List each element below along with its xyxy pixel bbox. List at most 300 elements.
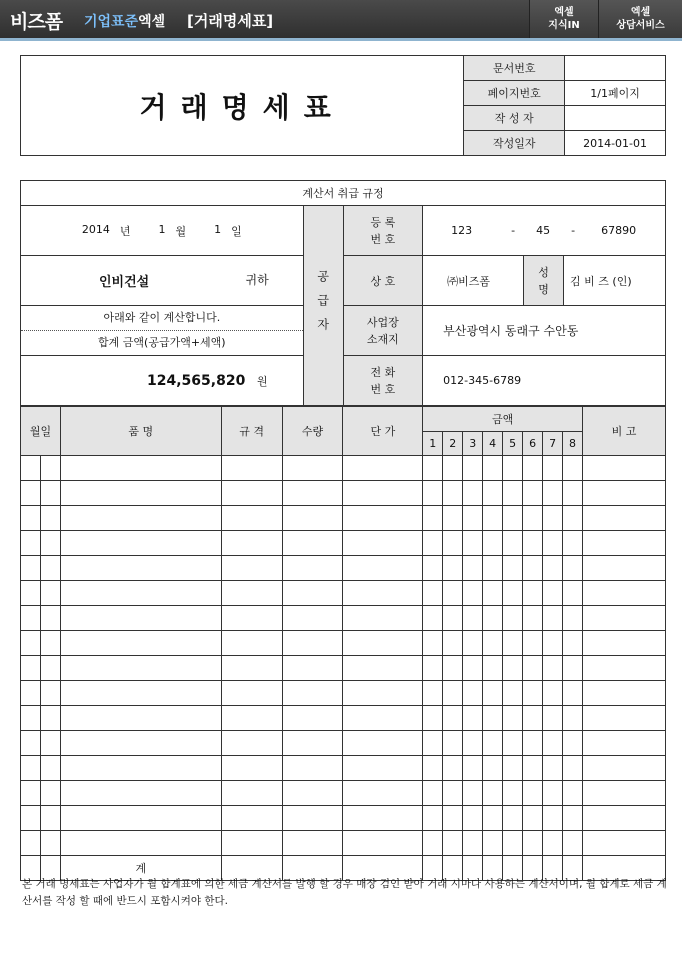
table-cell[interactable]	[583, 806, 666, 831]
table-cell[interactable]	[343, 531, 423, 556]
table-cell[interactable]	[523, 531, 543, 556]
table-cell[interactable]	[60, 681, 221, 706]
table-cell[interactable]	[282, 781, 343, 806]
table-cell[interactable]	[443, 681, 463, 706]
table-cell[interactable]	[523, 831, 543, 856]
table-cell[interactable]	[483, 681, 503, 706]
table-cell[interactable]	[21, 456, 41, 481]
table-cell[interactable]	[583, 706, 666, 731]
table-cell[interactable]	[583, 656, 666, 681]
table-cell[interactable]	[282, 481, 343, 506]
table-cell[interactable]	[463, 656, 483, 681]
table-cell[interactable]	[423, 506, 443, 531]
table-cell[interactable]	[343, 731, 423, 756]
table-cell[interactable]	[221, 681, 282, 706]
customer-cell[interactable]	[21, 256, 304, 306]
table-cell[interactable]	[563, 781, 583, 806]
col-qty: 수량	[282, 407, 343, 456]
table-cell[interactable]	[563, 481, 583, 506]
table-cell[interactable]	[523, 731, 543, 756]
table-cell[interactable]	[60, 531, 221, 556]
phone-value[interactable]: 012-345-6789	[423, 356, 666, 406]
table-cell[interactable]	[423, 731, 443, 756]
table-cell[interactable]	[463, 681, 483, 706]
table-cell[interactable]	[523, 606, 543, 631]
table-cell[interactable]	[443, 806, 463, 831]
table-cell[interactable]	[40, 581, 60, 606]
table-cell[interactable]	[503, 681, 523, 706]
table-cell[interactable]	[221, 631, 282, 656]
table-cell[interactable]	[282, 531, 343, 556]
col-note: 비 고	[583, 407, 666, 456]
col-item-name: 품 명	[60, 407, 221, 456]
table-cell[interactable]	[523, 481, 543, 506]
table-cell[interactable]	[40, 831, 60, 856]
table-cell[interactable]	[40, 681, 60, 706]
address-value[interactable]: 부산광역시 동래구 수안동	[423, 306, 666, 356]
table-cell[interactable]	[503, 531, 523, 556]
table-cell[interactable]	[583, 631, 666, 656]
table-cell[interactable]	[21, 531, 41, 556]
table-cell[interactable]	[21, 806, 41, 831]
table-cell[interactable]	[21, 581, 41, 606]
table-cell[interactable]	[423, 531, 443, 556]
table-cell[interactable]	[343, 756, 423, 781]
table-cell[interactable]	[40, 481, 60, 506]
table-cell[interactable]	[503, 706, 523, 731]
table-row	[21, 581, 666, 606]
table-cell[interactable]	[563, 531, 583, 556]
table-cell[interactable]	[483, 456, 503, 481]
table-cell[interactable]	[282, 831, 343, 856]
page-number-label: 페이지번호	[464, 81, 565, 106]
table-cell[interactable]	[563, 506, 583, 531]
table-cell[interactable]	[443, 556, 463, 581]
info-table	[20, 180, 666, 406]
table-cell[interactable]	[483, 481, 503, 506]
table-cell[interactable]	[282, 456, 343, 481]
table-cell[interactable]	[543, 456, 563, 481]
table-cell[interactable]	[423, 681, 443, 706]
table-cell[interactable]	[543, 831, 563, 856]
table-row	[21, 631, 666, 656]
table-cell[interactable]	[543, 681, 563, 706]
table-cell[interactable]	[221, 781, 282, 806]
table-cell[interactable]	[221, 556, 282, 581]
table-cell[interactable]	[221, 831, 282, 856]
table-cell[interactable]	[221, 481, 282, 506]
table-cell[interactable]	[40, 531, 60, 556]
table-cell[interactable]	[60, 656, 221, 681]
table-cell[interactable]	[543, 506, 563, 531]
table-row	[21, 481, 666, 506]
table-cell[interactable]	[483, 531, 503, 556]
table-row	[21, 756, 666, 781]
table-row	[21, 781, 666, 806]
table-cell[interactable]	[523, 756, 543, 781]
table-cell[interactable]	[343, 506, 423, 531]
company-value[interactable]: ㈜비즈폼	[423, 256, 524, 306]
table-cell[interactable]	[343, 781, 423, 806]
table-cell[interactable]	[543, 631, 563, 656]
page-title: 거래명세표	[21, 56, 464, 156]
table-cell[interactable]	[463, 831, 483, 856]
table-cell[interactable]	[523, 706, 543, 731]
table-cell[interactable]	[503, 656, 523, 681]
table-cell[interactable]	[282, 756, 343, 781]
table-cell[interactable]	[463, 631, 483, 656]
table-cell[interactable]	[543, 556, 563, 581]
reg-number-value[interactable]	[423, 206, 666, 256]
table-cell[interactable]	[443, 506, 463, 531]
table-cell[interactable]	[543, 531, 563, 556]
table-cell[interactable]	[583, 506, 666, 531]
table-cell[interactable]	[563, 556, 583, 581]
table-cell[interactable]	[503, 456, 523, 481]
table-cell[interactable]	[563, 606, 583, 631]
table-cell[interactable]	[463, 606, 483, 631]
table-cell[interactable]	[21, 556, 41, 581]
table-cell[interactable]	[60, 756, 221, 781]
table-cell[interactable]	[21, 706, 41, 731]
reg-number-dash2: -	[571, 224, 576, 237]
table-cell[interactable]	[40, 506, 60, 531]
table-cell[interactable]	[583, 681, 666, 706]
table-cell[interactable]	[443, 731, 463, 756]
table-cell[interactable]	[563, 656, 583, 681]
table-cell[interactable]	[60, 631, 221, 656]
table-cell[interactable]	[463, 731, 483, 756]
table-cell[interactable]	[463, 781, 483, 806]
table-cell[interactable]	[221, 731, 282, 756]
table-row	[21, 531, 666, 556]
table-cell[interactable]	[443, 456, 463, 481]
total-label: 계	[60, 856, 221, 881]
table-cell[interactable]	[583, 606, 666, 631]
table-cell[interactable]	[343, 631, 423, 656]
table-cell[interactable]	[282, 631, 343, 656]
table-cell[interactable]	[282, 656, 343, 681]
table-cell[interactable]	[563, 806, 583, 831]
table-cell[interactable]	[463, 531, 483, 556]
table-cell[interactable]	[563, 706, 583, 731]
table-cell[interactable]	[282, 681, 343, 706]
table-cell[interactable]	[503, 556, 523, 581]
table-cell[interactable]	[423, 481, 443, 506]
table-cell[interactable]	[282, 731, 343, 756]
table-cell[interactable]	[40, 806, 60, 831]
table-cell[interactable]	[443, 756, 463, 781]
table-cell[interactable]	[463, 581, 483, 606]
address-label-1: 사업장	[366, 315, 399, 329]
table-cell[interactable]	[443, 831, 463, 856]
table-cell[interactable]	[60, 506, 221, 531]
table-cell[interactable]	[282, 581, 343, 606]
reg-number-label	[343, 206, 423, 256]
table-cell[interactable]	[503, 581, 523, 606]
table-cell[interactable]	[443, 706, 463, 731]
table-cell[interactable]	[343, 681, 423, 706]
table-cell[interactable]	[282, 506, 343, 531]
table-cell[interactable]	[21, 731, 41, 756]
table-cell[interactable]	[423, 456, 443, 481]
table-cell[interactable]	[583, 456, 666, 481]
table-cell[interactable]	[543, 581, 563, 606]
table-cell[interactable]	[423, 581, 443, 606]
issue-date[interactable]	[21, 206, 304, 256]
table-cell[interactable]	[563, 456, 583, 481]
table-cell[interactable]	[503, 506, 523, 531]
table-cell[interactable]	[282, 556, 343, 581]
issue-month-unit: 월	[175, 224, 187, 238]
table-cell[interactable]	[483, 581, 503, 606]
table-cell[interactable]	[343, 481, 423, 506]
table-cell[interactable]	[523, 656, 543, 681]
doc-number-value[interactable]	[565, 56, 666, 81]
total-amount-cell[interactable]	[21, 356, 304, 406]
table-cell[interactable]	[40, 756, 60, 781]
issue-month: 1	[158, 222, 166, 236]
table-cell[interactable]	[483, 781, 503, 806]
table-cell[interactable]	[21, 631, 41, 656]
logo[interactable]: 비즈폼	[10, 11, 63, 33]
excel-knowledge-line2: 지식IN	[548, 20, 580, 31]
table-cell[interactable]	[423, 556, 443, 581]
table-cell[interactable]	[60, 781, 221, 806]
table-cell[interactable]	[523, 581, 543, 606]
table-cell[interactable]	[483, 831, 503, 856]
address-label-2: 소재지	[366, 332, 399, 346]
table-cell[interactable]	[423, 781, 443, 806]
table-cell[interactable]	[523, 506, 543, 531]
table-cell[interactable]	[583, 731, 666, 756]
table-cell[interactable]	[483, 506, 503, 531]
table-row	[21, 506, 666, 531]
table-cell[interactable]	[483, 756, 503, 781]
table-cell[interactable]	[343, 656, 423, 681]
table-cell[interactable]	[463, 481, 483, 506]
table-cell[interactable]	[543, 706, 563, 731]
table-cell[interactable]	[563, 731, 583, 756]
amount-digit-header: 7	[543, 432, 563, 456]
supplier-label: 공급자	[303, 206, 343, 406]
table-cell[interactable]	[543, 731, 563, 756]
table-cell[interactable]	[221, 656, 282, 681]
table-cell[interactable]	[221, 506, 282, 531]
table-cell[interactable]	[463, 456, 483, 481]
representative-name[interactable]: 김 비 즈 (인)	[564, 256, 666, 306]
table-cell[interactable]	[523, 631, 543, 656]
table-cell[interactable]	[483, 806, 503, 831]
table-cell[interactable]	[503, 831, 523, 856]
table-cell[interactable]	[423, 831, 443, 856]
table-cell[interactable]	[423, 631, 443, 656]
excel-knowledge-button[interactable]	[529, 0, 598, 38]
table-cell[interactable]	[523, 456, 543, 481]
reg-number-label-1: 등 록	[370, 215, 396, 229]
table-cell[interactable]	[523, 556, 543, 581]
table-cell[interactable]	[423, 706, 443, 731]
table-cell[interactable]	[60, 831, 221, 856]
table-cell[interactable]	[21, 481, 41, 506]
company-label: 상 호	[343, 256, 423, 306]
table-cell[interactable]	[60, 606, 221, 631]
table-cell[interactable]	[21, 506, 41, 531]
customer-honorific: 귀하	[245, 273, 269, 287]
table-cell[interactable]	[60, 731, 221, 756]
table-cell[interactable]	[221, 806, 282, 831]
table-cell[interactable]	[523, 781, 543, 806]
table-cell[interactable]	[21, 656, 41, 681]
table-cell[interactable]	[503, 756, 523, 781]
table-cell[interactable]	[423, 756, 443, 781]
table-cell[interactable]	[443, 581, 463, 606]
page-number-value[interactable]: 1/1페이지	[565, 81, 666, 106]
table-cell[interactable]	[463, 806, 483, 831]
table-cell[interactable]	[563, 631, 583, 656]
table-cell[interactable]	[40, 656, 60, 681]
amount-digit-header: 4	[483, 432, 503, 456]
col-unit-price: 단 가	[343, 407, 423, 456]
statement-text: 아래와 같이 계산합니다.	[21, 306, 303, 331]
table-cell[interactable]	[483, 731, 503, 756]
table-cell[interactable]	[21, 606, 41, 631]
table-cell[interactable]	[443, 631, 463, 656]
table-cell[interactable]	[282, 606, 343, 631]
table-cell[interactable]	[503, 481, 523, 506]
table-cell[interactable]	[543, 781, 563, 806]
table-cell[interactable]	[483, 556, 503, 581]
table-cell[interactable]	[503, 806, 523, 831]
table-row	[21, 731, 666, 756]
table-cell[interactable]	[543, 481, 563, 506]
table-cell[interactable]	[21, 681, 41, 706]
reg-number-label-2: 번 호	[370, 232, 396, 246]
table-cell[interactable]	[60, 481, 221, 506]
table-cell[interactable]	[40, 606, 60, 631]
table-cell[interactable]	[543, 606, 563, 631]
document-title: [거래명세표]	[187, 12, 274, 30]
table-cell[interactable]	[40, 706, 60, 731]
table-cell[interactable]	[463, 506, 483, 531]
table-cell[interactable]	[60, 581, 221, 606]
table-cell[interactable]	[543, 756, 563, 781]
date-value[interactable]: 2014-01-01	[565, 131, 666, 156]
table-row	[21, 556, 666, 581]
issue-day: 1	[214, 222, 222, 236]
table-cell[interactable]	[463, 556, 483, 581]
table-cell[interactable]	[40, 631, 60, 656]
total-amount-unit: 원	[256, 374, 268, 388]
table-cell[interactable]	[443, 531, 463, 556]
table-cell[interactable]	[343, 556, 423, 581]
table-cell[interactable]	[60, 706, 221, 731]
table-cell[interactable]	[583, 581, 666, 606]
table-cell[interactable]	[563, 581, 583, 606]
address-label	[343, 306, 423, 356]
table-cell[interactable]	[40, 731, 60, 756]
table-cell[interactable]	[60, 806, 221, 831]
table-cell[interactable]	[60, 556, 221, 581]
table-cell[interactable]	[483, 706, 503, 731]
table-cell[interactable]	[221, 756, 282, 781]
table-cell[interactable]	[583, 781, 666, 806]
table-cell[interactable]	[221, 606, 282, 631]
table-cell[interactable]	[343, 581, 423, 606]
table-cell[interactable]	[503, 631, 523, 656]
table-cell[interactable]	[443, 781, 463, 806]
table-cell[interactable]	[221, 531, 282, 556]
table-cell[interactable]	[282, 706, 343, 731]
table-cell[interactable]	[483, 656, 503, 681]
table-cell[interactable]	[343, 706, 423, 731]
table-cell[interactable]	[423, 606, 443, 631]
table-cell[interactable]	[583, 756, 666, 781]
table-cell[interactable]	[463, 706, 483, 731]
table-cell[interactable]	[463, 756, 483, 781]
table-cell[interactable]	[60, 456, 221, 481]
table-cell[interactable]	[503, 731, 523, 756]
table-cell[interactable]	[343, 456, 423, 481]
brand-label-b: 엑셀	[138, 14, 166, 30]
table-cell[interactable]	[221, 706, 282, 731]
table-cell[interactable]	[523, 806, 543, 831]
table-cell[interactable]	[483, 631, 503, 656]
table-cell[interactable]	[563, 831, 583, 856]
table-cell[interactable]	[443, 481, 463, 506]
table-cell[interactable]	[563, 756, 583, 781]
table-cell[interactable]	[583, 531, 666, 556]
table-cell[interactable]	[443, 606, 463, 631]
top-bar	[0, 0, 682, 41]
table-row	[21, 456, 666, 481]
table-cell[interactable]	[583, 481, 666, 506]
reg-number-part3: 67890	[601, 224, 637, 237]
table-cell[interactable]	[563, 681, 583, 706]
table-cell[interactable]	[40, 781, 60, 806]
table-cell[interactable]	[21, 831, 41, 856]
table-cell[interactable]	[343, 806, 423, 831]
table-cell[interactable]	[483, 606, 503, 631]
table-cell[interactable]	[21, 781, 41, 806]
table-row	[21, 681, 666, 706]
table-cell[interactable]	[423, 656, 443, 681]
table-cell[interactable]	[221, 581, 282, 606]
table-cell[interactable]	[583, 556, 666, 581]
total-amount-label: 합계 금액(공급가액+세액)	[98, 336, 226, 349]
table-cell[interactable]	[221, 456, 282, 481]
table-cell[interactable]	[343, 831, 423, 856]
table-cell[interactable]	[503, 606, 523, 631]
table-cell[interactable]	[423, 806, 443, 831]
table-cell[interactable]	[40, 556, 60, 581]
table-cell[interactable]	[21, 756, 41, 781]
table-cell[interactable]	[583, 831, 666, 856]
table-cell[interactable]	[523, 681, 543, 706]
issue-year: 2014	[81, 222, 110, 236]
table-cell[interactable]	[343, 606, 423, 631]
name-label-2: 명	[538, 282, 549, 296]
table-cell[interactable]	[40, 456, 60, 481]
excel-consult-button[interactable]	[598, 0, 682, 38]
doc-number-label: 문서번호	[464, 56, 565, 81]
table-cell[interactable]	[543, 656, 563, 681]
table-cell[interactable]	[543, 806, 563, 831]
table-cell[interactable]	[443, 656, 463, 681]
table-cell[interactable]	[503, 781, 523, 806]
author-value[interactable]	[565, 106, 666, 131]
table-cell[interactable]	[282, 806, 343, 831]
